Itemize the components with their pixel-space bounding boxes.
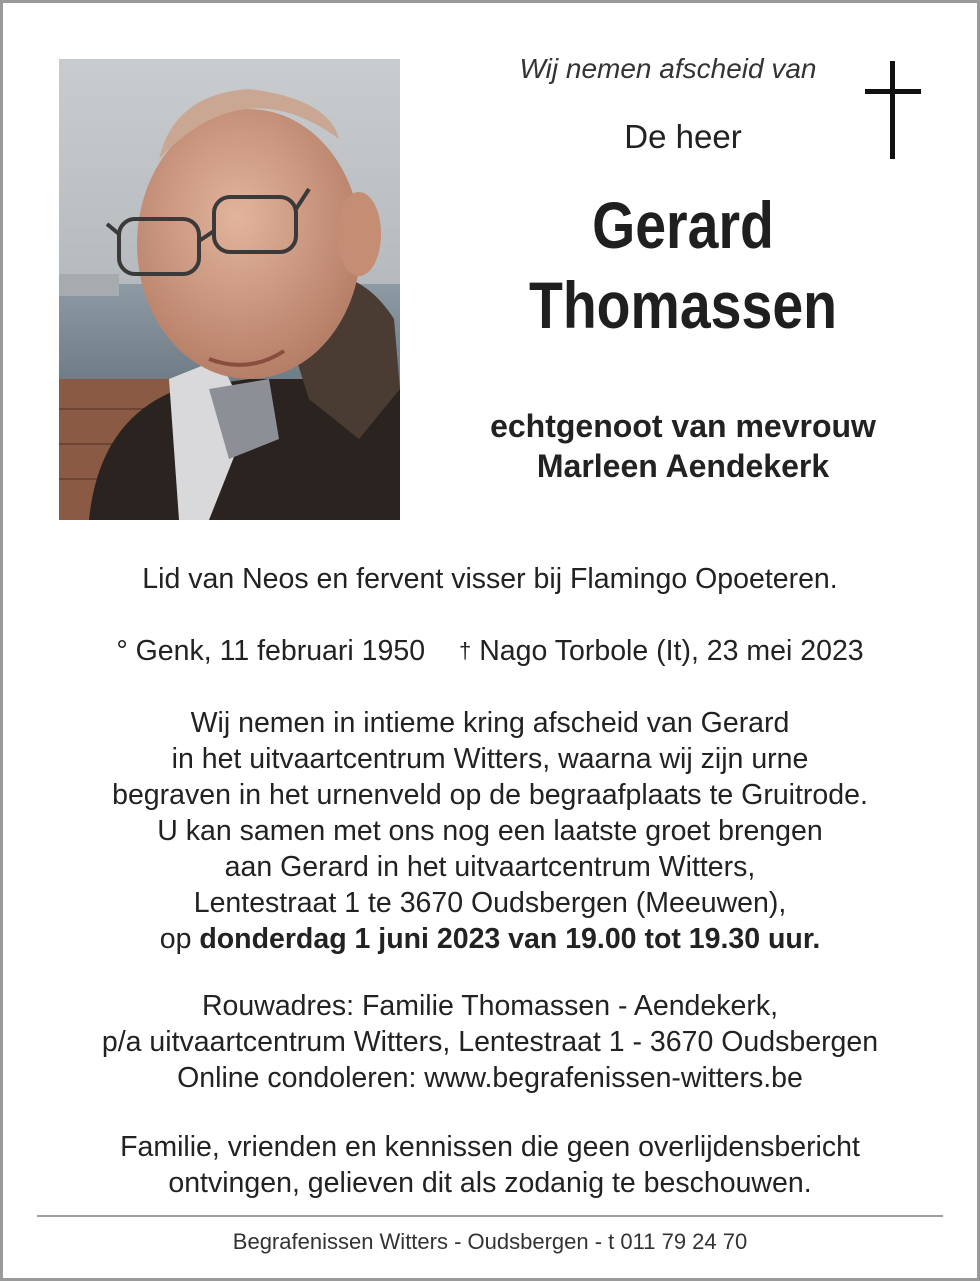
spouse-name: Marleen Aendekerk <box>536 448 830 484</box>
condolence-link[interactable]: Online condoleren: www.begrafenissen-witters.be <box>177 1062 803 1094</box>
footer-divider <box>37 1215 943 1217</box>
life-dates <box>3 633 977 669</box>
ceremony-line: in het uitvaartcentrum Witters, waarna wij zijn urne <box>171 743 809 775</box>
address-line: Rouwadres: Familie Thomassen - Aendekerk, <box>201 990 779 1022</box>
deceased-name <box>465 185 902 345</box>
ceremony-final-prefix: op <box>159 923 192 955</box>
ceremony-line: U kan samen met ons nog een laatste groet brengen <box>157 815 823 847</box>
spouse-line-1: echtgenoot van mevrouw <box>490 408 876 444</box>
membership-text: Lid van Neos en fervent visser bij Flamingo Opoeteren. <box>142 563 838 595</box>
spouse-info <box>443 406 923 486</box>
last-name: Thomassen <box>528 268 838 342</box>
ceremony-text <box>3 705 977 957</box>
ceremony-line: Lentestraat 1 te 3670 Oudsbergen (Meeuwen), <box>193 887 787 919</box>
first-name: Gerard <box>592 188 774 262</box>
notice-text <box>3 1129 977 1201</box>
notice-line: Familie, vrienden en kennissen die geen overlijdensbericht <box>120 1131 860 1163</box>
death-info: Nago Torbole (It), 23 mei 2023 <box>479 635 864 667</box>
death-symbol: † <box>459 638 472 663</box>
ceremony-datetime: donderdag 1 juni 2023 van 19.00 tot 19.30 uur. <box>199 923 821 955</box>
ceremony-line: aan Gerard in het uitvaartcentrum Witters, <box>224 851 756 883</box>
ceremony-line: begraven in het urnenveld op de begraafplaats te Gruitrode. <box>112 779 868 811</box>
title-prefix: De heer <box>624 118 742 155</box>
address-line: p/a uitvaartcentrum Witters, Lentestraat 1 - 3670 Oudsbergen <box>101 1026 879 1058</box>
notice-line: ontvingen, gelieven dit als zodanig te beschouwen. <box>168 1167 812 1199</box>
birth-info: ° Genk, 11 februari 1950 <box>116 635 426 667</box>
funeral-home-footer: Begrafenissen Witters - Oudsbergen - t 011 79 24 70 <box>232 1229 748 1254</box>
ceremony-final-line <box>3 921 977 957</box>
mourning-address <box>3 988 977 1096</box>
portrait-image <box>59 59 400 520</box>
ceremony-line: Wij nemen in intieme kring afscheid van Gerard <box>190 707 790 739</box>
portrait-photo <box>59 59 400 520</box>
intro-text: Wij nemen afscheid van <box>519 53 817 84</box>
